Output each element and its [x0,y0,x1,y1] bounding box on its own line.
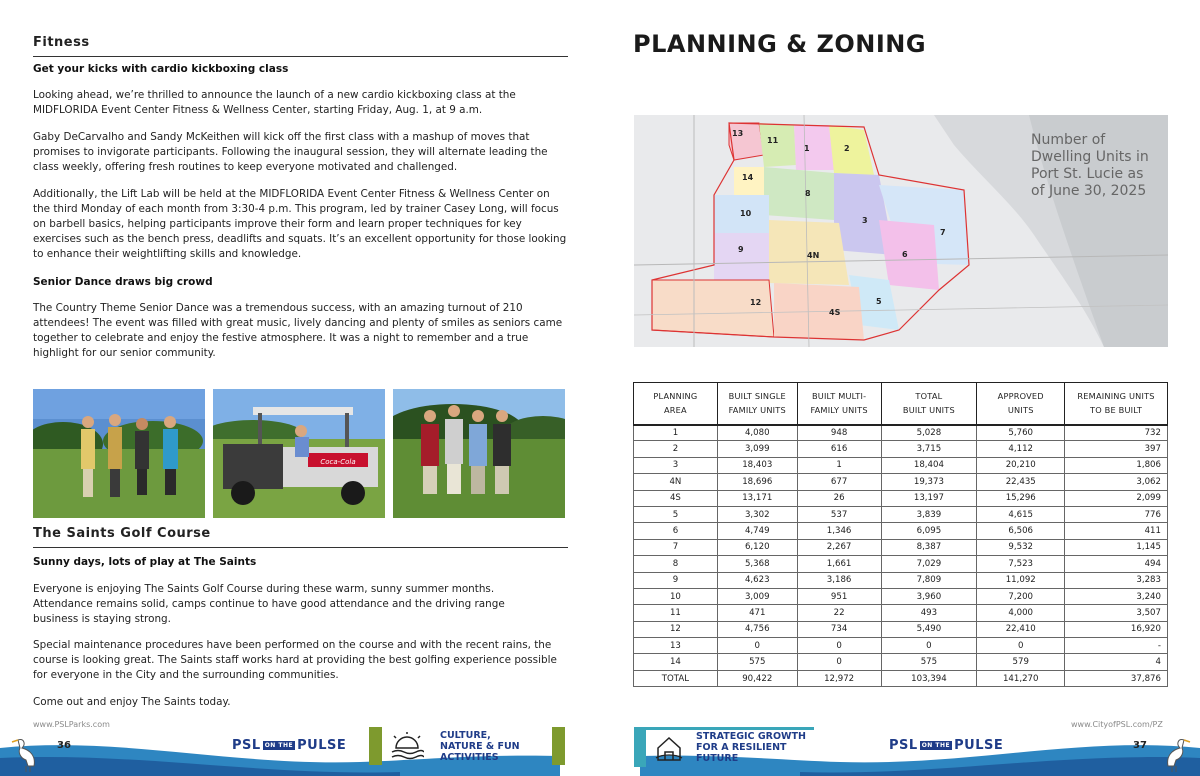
table-row [634,457,1168,473]
table-row [634,556,1168,572]
badge-bar [369,727,382,765]
saints-heading: The Saints Golf Course [33,526,211,541]
psl-pulse-logo-right: PSL ON THE PULSE [889,738,1004,753]
senior-dance-paragraph: The Country Theme Senior Dance was a tremendous success, with an amazing turnout of 210 attendees! The event was filled with great music, lively dancing and plenty of smiles as seniors came together to celebrate and enjoy the festive atmosphere. It was a night to remember and a true highlight for our senior community. [33,302,563,359]
table-cell: 3,302 [717,506,797,522]
senior-dance-subhead: Senior Dance draws big crowd [33,276,213,288]
sunset-icon [382,727,432,765]
table-cell: 3,715 [881,441,977,457]
saints-section-header [33,526,568,548]
table-cell: 6,095 [881,523,977,539]
table-cell: 4,756 [717,621,797,637]
table-cell: 3,240 [1065,588,1168,604]
table-cell: 3,507 [1065,605,1168,621]
table-cell: 5 [634,506,718,522]
table-row [634,490,1168,506]
table-cell: 22 [797,605,881,621]
strategic-growth-badge [634,727,814,765]
table-cell: 26 [797,490,881,506]
table-cell: 494 [1065,556,1168,572]
zone-label-1: 1 [804,144,810,153]
table-cell: 776 [1065,506,1168,522]
table-cell: 3,009 [717,588,797,604]
strategic-badge-text: STRATEGIC GROWTH FOR A RESILIENT FUTURE [696,731,806,764]
fitness-paragraph-2: Gaby DeCarvalho and Sandy McKeithen will kick off the first class with a mashup of moves that promises to invigorate participants. Following the inaugural session, they will alternate leading the class weekly, offering fresh routines to keep everyone motivated and challenged. [33,131,548,173]
header-remaining: REMAINING UNITS TO BE BUILT [1065,383,1168,425]
saints-paragraph-3: Come out and enjoy The Saints today. [33,696,231,708]
zone-label-3: 3 [862,216,868,225]
table-cell: 4,112 [977,441,1065,457]
header-total-built: TOTAL BUILT UNITS [881,383,977,425]
table-cell: - [1065,638,1168,654]
table-cell: 575 [881,654,977,670]
table-cell: 734 [797,621,881,637]
zone-label-8: 8 [805,189,811,198]
zone-label-11: 11 [767,136,779,145]
zone-label-4n: 4N [807,251,820,260]
table-cell: 1 [797,457,881,473]
table-cell: 0 [977,638,1065,654]
table-cell: 732 [1065,425,1168,441]
table-cell: 11 [634,605,718,621]
table-cell: 12,972 [797,670,881,686]
table-cell: 1 [634,425,718,441]
table-cell: 0 [881,638,977,654]
table-cell: 471 [717,605,797,621]
table-cell: 493 [881,605,977,621]
table-row [634,588,1168,604]
table-cell: 22,410 [977,621,1065,637]
table-cell: 3 [634,457,718,473]
zone-label-2: 2 [844,144,850,153]
table-body [634,425,1168,687]
table-cell: 13,171 [717,490,797,506]
table-cell: 19,373 [881,474,977,490]
table-cell: 18,404 [881,457,977,473]
table-row [634,441,1168,457]
table-cell: 616 [797,441,881,457]
saints-paragraph-2: Special maintenance procedures have been performed on the course and with the recent rains, the course is looking great. The Saints staff works hard at providing the best golfing experience possible for everyone in the City and the surrounding communities. [33,639,557,681]
table-cell: 103,394 [881,670,977,686]
table-cell: 948 [797,425,881,441]
zone-label-9: 9 [738,245,744,254]
table-cell: 0 [717,638,797,654]
table-row [634,506,1168,522]
table-row [634,539,1168,555]
table-cell: 141,270 [977,670,1065,686]
table-cell: 1,806 [1065,457,1168,473]
table-cell: 1,346 [797,523,881,539]
table-cell: 4,749 [717,523,797,539]
table-cell: TOTAL [634,670,718,686]
table-cell: 2,099 [1065,490,1168,506]
table-cell: 2 [634,441,718,457]
saints-subhead: Sunny days, lots of play at The Saints [33,556,257,568]
table-cell: 3,186 [797,572,881,588]
table-cell: 13 [634,638,718,654]
table-cell: 3,839 [881,506,977,522]
table-cell: 575 [717,654,797,670]
table-cell: 4,615 [977,506,1065,522]
zone-label-5: 5 [876,297,882,306]
culture-badge-text: CULTURE, NATURE & FUN ACTIVITIES [440,729,520,763]
table-cell: 537 [797,506,881,522]
table-row [634,621,1168,637]
right-page-number: 37 [1133,740,1147,751]
table-cell: 5,490 [881,621,977,637]
table-cell: 7,523 [977,556,1065,572]
table-cell: 0 [797,638,881,654]
table-row [634,474,1168,490]
kickboxing-subhead: Get your kicks with cardio kickboxing class [33,63,289,75]
table-cell: 4N [634,474,718,490]
heron-icon [10,736,44,772]
left-url[interactable]: www.PSLParks.com [33,720,110,729]
zone-label-6: 6 [902,250,908,259]
table-cell: 4,080 [717,425,797,441]
table-cell: 6 [634,523,718,539]
right-url[interactable]: www.CityofPSL.com/PZ [1071,720,1163,729]
table-cell: 6,120 [717,539,797,555]
footer-wave [0,726,1200,776]
heron-icon [1158,736,1192,772]
badge-bar [552,727,565,765]
table-cell: 0 [797,654,881,670]
table-cell: 20,210 [977,457,1065,473]
golf-cart-photo [213,389,385,518]
saints-paragraph-1: Everyone is enjoying The Saints Golf Course during these warm, sunny summer months. Attendance remains solid, camps continue to have good attendance and the driving range business is staying strong. [33,583,505,625]
table-cell: 579 [977,654,1065,670]
fitness-paragraph-3: Additionally, the Lift Lab will be held at the MIDFLORIDA Event Center Fitness & Wellness Center on the third Monday of each month from 3:30-4 p.m. This program, led by trainer Casey Long, will focus on barbell basics, helping participants improve their form and learn proper techniques for key exercises such as the bench press, deadlifts and squats. It’s an excellent opportunity for those looking to enhance their weightlifting skills and knowledge. [33,188,567,260]
table-cell: 14 [634,654,718,670]
table-cell: 7,029 [881,556,977,572]
table-cell: 4,000 [977,605,1065,621]
fitness-section-header [33,35,568,57]
table-cell: 411 [1065,523,1168,539]
table-cell: 951 [797,588,881,604]
table-row [634,425,1168,441]
table-cell: 11,092 [977,572,1065,588]
table-cell: 13,197 [881,490,977,506]
dwelling-units-map [634,115,1168,347]
header-built-single: BUILT SINGLE FAMILY UNITS [717,383,797,425]
table-cell: 5,760 [977,425,1065,441]
table-cell: 5,368 [717,556,797,572]
table-cell: 22,435 [977,474,1065,490]
table-cell: 9,532 [977,539,1065,555]
table-cell: 90,422 [717,670,797,686]
table-cell: 397 [1065,441,1168,457]
cart-sign-text: Coca-Cola [320,458,356,466]
zone-label-14: 14 [742,173,754,182]
table-cell: 18,403 [717,457,797,473]
table-cell: 1,145 [1065,539,1168,555]
table-cell: 3,960 [881,588,977,604]
golf-photo-group-2 [393,389,565,518]
table-cell: 37,876 [1065,670,1168,686]
table-cell: 12 [634,621,718,637]
fitness-heading: Fitness [33,35,90,50]
table-cell: 6,506 [977,523,1065,539]
fitness-paragraph-1: Looking ahead, we’re thrilled to announce the launch of a new cardio kickboxing class at the MIDFLORIDA Event Center Fitness & Wellness Center, starting Friday, Aug. 1, at 9 a.m. [33,89,516,116]
table-header-row [634,383,1168,425]
golf-photo-group-1 [33,389,205,518]
table-cell: 7 [634,539,718,555]
table-cell: 7,809 [881,572,977,588]
dwelling-units-table [633,382,1168,687]
table-cell: 15,296 [977,490,1065,506]
table-cell: 3,062 [1065,474,1168,490]
table-cell: 4,623 [717,572,797,588]
table-cell: 8 [634,556,718,572]
table-cell: 677 [797,474,881,490]
table-row [634,523,1168,539]
table-cell: 7,200 [977,588,1065,604]
house-icon [646,729,692,767]
badge-bar [634,729,646,767]
map-caption: Number of Dwelling Units in Port St. Lucie as of June 30, 2025 [1031,132,1149,199]
table-cell: 3,283 [1065,572,1168,588]
header-planning-area: PLANNING AREA [634,383,718,425]
table-cell: 3,099 [717,441,797,457]
zone-label-4s: 4S [829,308,841,317]
table-cell: 18,696 [717,474,797,490]
header-approved: APPROVED UNITS [977,383,1065,425]
table-cell: 10 [634,588,718,604]
table-cell: 2,267 [797,539,881,555]
table-cell: 4 [1065,654,1168,670]
table-row [634,638,1168,654]
psl-pulse-logo-left: PSL ON THE PULSE [232,738,347,753]
table-row [634,605,1168,621]
planning-zoning-title: PLANNING & ZONING [633,30,927,58]
table-cell: 9 [634,572,718,588]
table-cell: 1,661 [797,556,881,572]
header-built-multi: BUILT MULTI- FAMILY UNITS [797,383,881,425]
table-row [634,670,1168,686]
table-cell: 4S [634,490,718,506]
zone-label-13: 13 [732,129,744,138]
zone-label-7: 7 [940,228,946,237]
table-cell: 5,028 [881,425,977,441]
zone-label-10: 10 [740,209,752,218]
table-cell: 8,387 [881,539,977,555]
culture-nature-badge [369,727,567,765]
table-row [634,572,1168,588]
zone-label-12: 12 [750,298,762,307]
table-cell: 16,920 [1065,621,1168,637]
table-row [634,654,1168,670]
left-page-number: 36 [57,740,71,751]
